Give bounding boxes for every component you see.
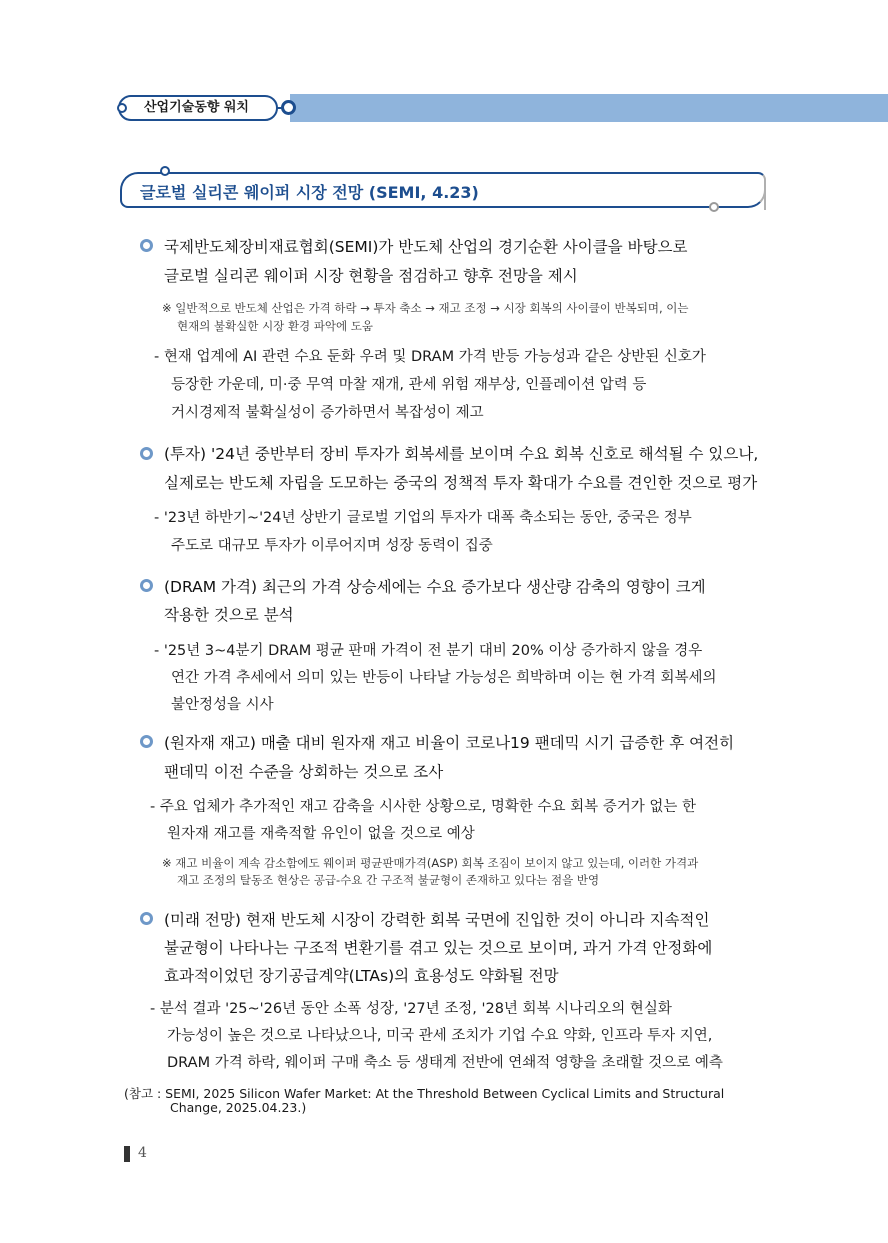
reference-text: (참고 : SEMI, 2025 Silicon Wafer Market: At the Threshold Between Cyclical Limits and Structural [124, 1086, 725, 1101]
bullet-text: (DRAM 가격) 최근의 가격 상승세에는 수요 증가보다 생산량 감축의 영향이 크게 [164, 578, 706, 596]
header-connector-dot [281, 100, 296, 115]
page-number: 4 [138, 1145, 147, 1161]
bullet-text: 작용한 것으로 분석 [164, 606, 294, 624]
title-dot-icon [160, 166, 170, 176]
dash-text: 주도로 대규모 투자가 이루어지며 성장 동력이 집중 [171, 538, 493, 554]
dash-text: - '25년 3~4분기 DRAM 평균 판매 가격이 전 분기 대비 20% 이상 증가하지 않을 경우 [154, 643, 703, 659]
header-band [290, 94, 888, 122]
dash-text: 가능성이 높은 것으로 나타났으나, 미국 관세 조치가 기업 수요 약화, 인프라 투자 지연, [167, 1028, 713, 1044]
bullet-text: 효과적이었던 장기공급계약(LTAs)의 효용성도 약화될 전망 [164, 967, 559, 985]
note-text: ※ 일반적으로 반도체 산업은 가격 하락 → 투자 축소 → 재고 조정 → 시장 회복의 사이클이 반복되며, 이는 [162, 301, 689, 315]
dash-text: 연간 가격 추세에서 의미 있는 반등이 나타날 가능성은 희박하며 이는 현 가격 회복세의 [171, 670, 717, 686]
bullet-text: (미래 전망) 현재 반도체 시장이 강력한 회복 국면에 진입한 것이 아니라 지속적인 [164, 911, 710, 929]
page-number-bar [124, 1146, 130, 1162]
page-title: 글로벌 실리콘 웨이퍼 시장 전망 (SEMI, 4.23) [140, 183, 479, 202]
bullet-text: 국제반도체장비재료협회(SEMI)가 반도체 산업의 경기순환 사이클을 바탕으로 [164, 238, 688, 256]
dash-text: DRAM 가격 하락, 웨이퍼 구매 축소 등 생태계 전반에 연쇄적 영향을 초래할 것으로 예측 [167, 1055, 723, 1071]
bullet-text: 불균형이 나타나는 구조적 변환기를 겪고 있는 것으로 보이며, 과거 가격 안정화에 [164, 939, 713, 957]
note-text: 재고 조정의 탈동조 현상은 공급-수요 간 구조적 불균형이 존재하고 있다는 점을 반영 [177, 873, 600, 887]
bullet-text: 실제로는 반도체 자립을 도모하는 중국의 정책적 투자 확대가 수요를 견인한 것으로 평가 [164, 474, 758, 492]
dash-text: - '23년 하반기~'24년 상반기 글로벌 기업의 투자가 대폭 축소되는 동안, 중국은 정부 [154, 510, 692, 526]
dash-text: - 현재 업계에 AI 관련 수요 둔화 우려 및 DRAM 가격 반등 가능성과 같은 상반된 신호가 [154, 349, 706, 365]
section-label-dot [117, 103, 127, 113]
bullet-icon [140, 447, 153, 460]
bullet-icon [140, 735, 153, 748]
dash-text: 등장한 가운데, 미·중 무역 마찰 재개, 관세 위험 재부상, 인플레이션 압력 등 [171, 377, 647, 393]
bullet-text: 팬데믹 이전 수준을 상회하는 것으로 조사 [164, 763, 444, 781]
bullet-icon [140, 912, 153, 925]
title-dot-icon [709, 202, 719, 212]
dash-text: 원자재 재고를 재축적할 유인이 없을 것으로 예상 [167, 826, 475, 842]
dash-text: - 주요 업체가 추가적인 재고 감축을 시사한 상황으로, 명확한 수요 회복 증거가 없는 한 [150, 799, 696, 815]
bullet-text: 글로벌 실리콘 웨이퍼 시장 현황을 점검하고 향후 전망을 제시 [164, 267, 578, 285]
note-text: ※ 재고 비율이 계속 감소함에도 웨이퍼 평균판매가격(ASP) 회복 조짐이 보이지 않고 있는데, 이러한 가격과 [162, 856, 699, 870]
dash-text: 거시경제적 불확실성이 증가하면서 복잡성이 제고 [171, 405, 484, 421]
bullet-text: (투자) '24년 중반부터 장비 투자가 회복세를 보이며 수요 회복 신호로 해석될 수 있으나, [164, 445, 759, 463]
dash-text: - 분석 결과 '25~'26년 동안 소폭 성장, '27년 조정, '28년 회복 시나리오의 현실화 [150, 1001, 672, 1017]
dash-text: 불안정성을 시사 [171, 697, 274, 713]
reference-text: Change, 2025.04.23.) [170, 1100, 307, 1115]
bullet-text: (원자재 재고) 매출 대비 원자재 재고 비율이 코로나19 팬데믹 시기 급증한 후 여전히 [164, 734, 735, 752]
note-text: 현재의 불확실한 시장 환경 파악에 도움 [177, 319, 374, 333]
section-label: 산업기술동향 워치 [118, 95, 278, 121]
bullet-icon [140, 579, 153, 592]
bullet-icon [140, 239, 153, 252]
